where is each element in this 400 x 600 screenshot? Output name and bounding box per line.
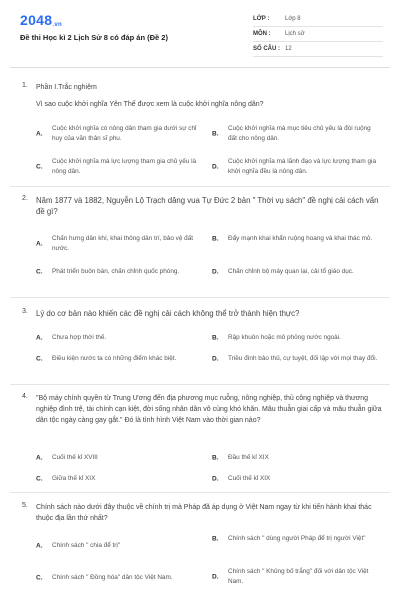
question-2 (22, 195, 382, 217)
question-number: 4. (22, 393, 28, 400)
option-3d[interactable]: D. Triều đình bảo thủ, cự tuyệt, đối lập với mọi thay đổi. (212, 355, 378, 362)
meta-row-count (253, 42, 383, 57)
question-1 (22, 82, 382, 110)
question-4 (22, 393, 382, 426)
option-3a[interactable]: A. Chưa hợp thời thế. (36, 334, 107, 341)
option-1c[interactable]: C. Cuộc khởi nghĩa mà lực lượng tham gia chủ yếu là nông dân. (36, 158, 197, 175)
meta-value: Lịch sử (285, 31, 305, 37)
option-4b[interactable]: B. Đầu thế kỉ XIX (212, 454, 269, 461)
option-5c[interactable]: C. Chính sách " Đồng hóa" dân tộc Việt Nam. (36, 574, 173, 581)
option-1a[interactable]: A. Cuộc khởi nghĩa có nông dân tham gia dưới sự chỉ huy của văn thân sĩ phu. (36, 125, 197, 142)
site-logo[interactable]: 2048.vn (20, 12, 62, 28)
option-2c[interactable]: C. Phát triển buôn bán, chấn chỉnh quốc phòng. (36, 268, 180, 275)
question-divider (10, 492, 390, 493)
question-text: Chính sách nào dưới đây thuộc về chính trị mà Pháp đã áp dụng ở Việt Nam ngay từ khi tiến hành khai thác thuộc địa lần thứ nhất? (36, 504, 372, 522)
question-number: 5. (22, 502, 28, 509)
option-4a[interactable]: A. Cuối thế kỉ XVIII (36, 454, 98, 461)
option-5d[interactable]: D. Chính sách " Khủng bố trắng" đối với dân tộc Việt Nam. (212, 568, 369, 585)
option-5a[interactable]: A. Chính sách " chia để trị" (36, 542, 121, 549)
meta-key: MÔN : (253, 31, 271, 37)
option-3c[interactable]: C. Điều kiện nước ta có những điểm khác biệt. (36, 355, 177, 362)
section-heading: Phần I.Trắc nghiệm (36, 84, 97, 91)
option-4d[interactable]: D. Cuối thế kỉ XIX (212, 475, 271, 482)
option-1d[interactable]: D. Cuộc khởi nghĩa mà lãnh đạo và lực lượng tham gia khởi nghĩa đều là nông dân. (212, 158, 377, 175)
meta-row-subject (253, 27, 383, 42)
question-divider (10, 186, 390, 187)
option-2a[interactable]: A. Chấn hưng dân khí, khai thông dân trí, bảo vệ đất nước. (36, 235, 194, 252)
header (0, 0, 400, 70)
meta-key: SỐ CÂU : (253, 46, 280, 52)
question-text: Vì sao cuộc khởi nghĩa Yên Thế được xem là cuộc khởi nghĩa nông dân? (36, 101, 264, 108)
meta-value: 12 (285, 46, 292, 52)
question-3 (22, 308, 382, 319)
exam-meta (253, 12, 383, 57)
question-5 (22, 502, 382, 524)
question-number: 3. (22, 308, 28, 315)
question-text: "Bộ máy chính quyền từ Trung Ương đến địa phương mục ruỗng, nông nghiệp, thủ công nghiệp và thương nghiệp đình trệ, tài chính cạn kiệt, đời sống nhân dân vô cùng khó khăn. Mâu thuẫn giai cấp và mâu thuẫn giữa dân tộc ngày càng gay gắt." Đó là tình hình Việt Nam vào thời gian nào? (36, 395, 382, 424)
meta-value: Lớp 8 (285, 16, 301, 22)
option-2d[interactable]: D. Chấn chỉnh bộ máy quan lại, cải tổ giáo dục. (212, 268, 354, 275)
option-4c[interactable]: C. Giữa thế kỉ XIX (36, 475, 96, 482)
meta-row-class (253, 12, 383, 27)
question-number: 1. (22, 82, 28, 89)
page-title: Đề thi Học kì 2 Lịch Sử 8 có đáp án (Đề 2) (20, 33, 168, 42)
option-1b[interactable]: B. Cuộc khởi nghĩa mà mục tiêu chủ yếu là đòi ruộng đất cho nông dân. (212, 125, 371, 142)
question-number: 2. (22, 195, 28, 202)
question-divider (10, 297, 390, 298)
option-3b[interactable]: B. Rập khuôn hoặc mô phỏng nước ngoài. (212, 334, 341, 341)
question-text: Năm 1877 và 1882, Nguyễn Lộ Trạch dâng vua Tự Đức 2 bản " Thời vụ sách" đề nghị cải cách vấn đề gì? (36, 196, 379, 216)
header-divider (10, 67, 390, 68)
option-5b[interactable]: B. Chính sách " dùng người Pháp để trị người Việt" (212, 535, 366, 542)
question-divider (10, 384, 390, 385)
question-text: Lý do cơ bản nào khiến các đề nghị cải cách không thể trở thành hiện thực? (36, 309, 300, 318)
option-2b[interactable]: B. Đẩy mạnh khai khẩn ruộng hoang và khai thác mỏ. (212, 235, 373, 242)
meta-key: LỚP : (253, 16, 270, 22)
